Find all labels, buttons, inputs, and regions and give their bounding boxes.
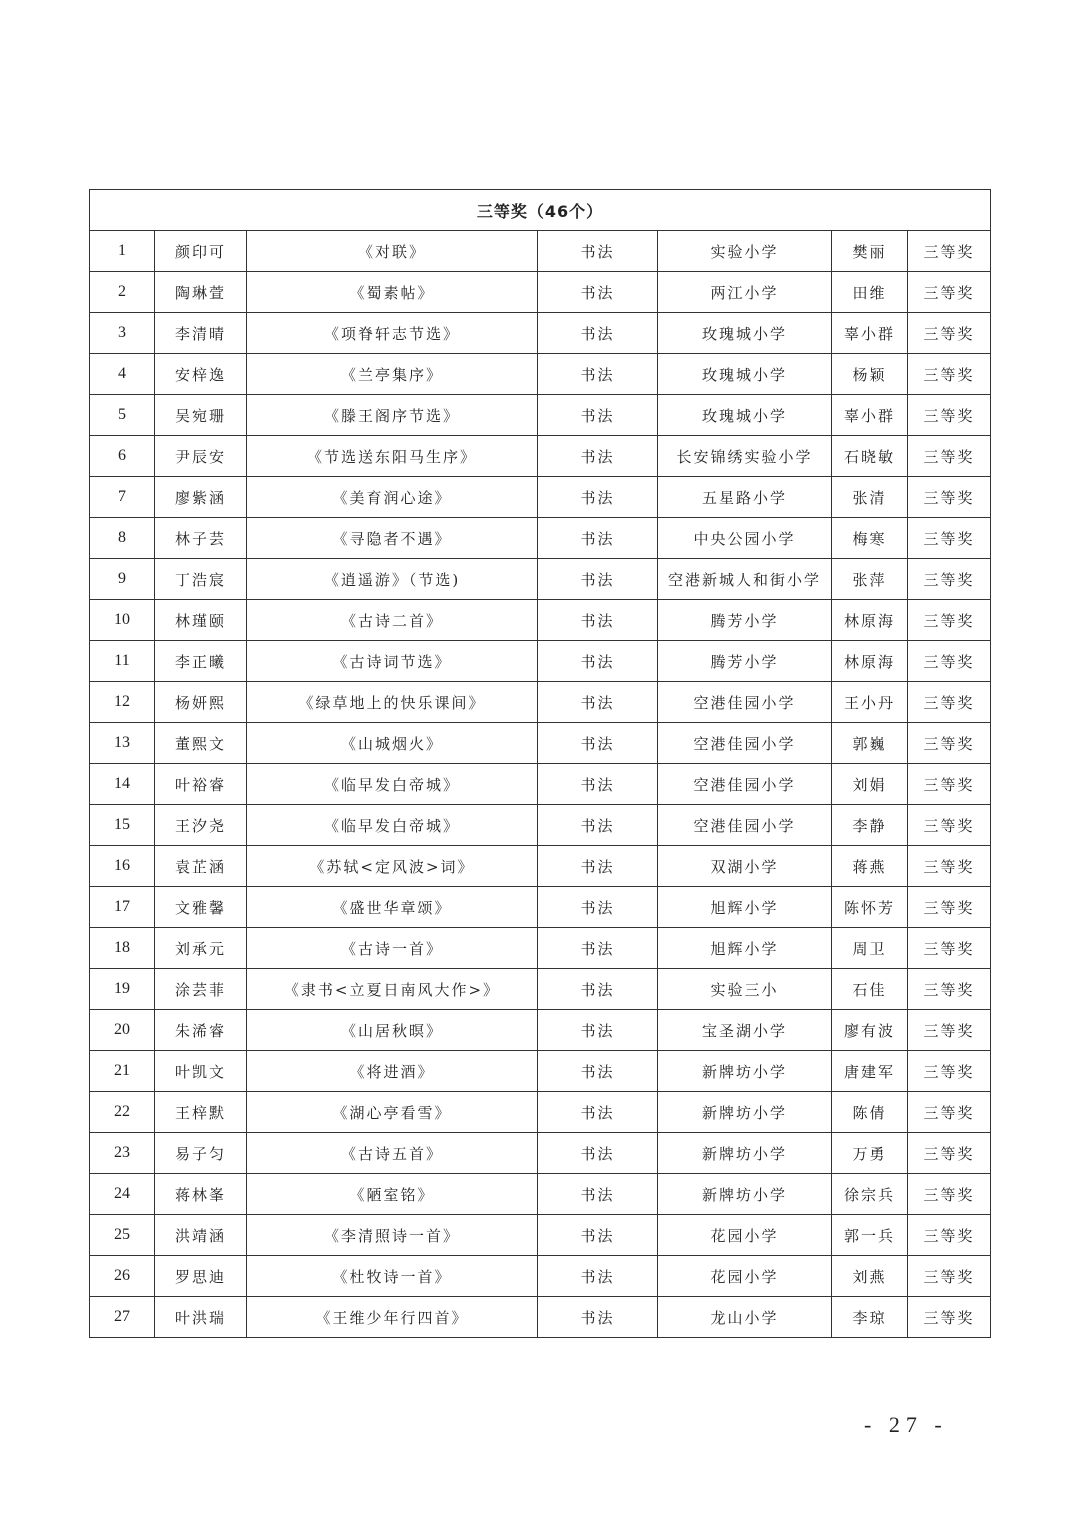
row-number: 5	[90, 395, 155, 436]
work-title: 《苏轼<定风波>词》	[247, 846, 538, 887]
work-title: 《古诗二首》	[247, 600, 538, 641]
work-title: 《对联》	[247, 231, 538, 272]
award-level: 三等奖	[908, 846, 991, 887]
table-row	[90, 395, 991, 436]
student-name: 林子芸	[155, 518, 247, 559]
award-level: 三等奖	[908, 1051, 991, 1092]
school: 花园小学	[658, 1215, 832, 1256]
category: 书法	[538, 1092, 658, 1133]
teacher: 辜小群	[832, 395, 908, 436]
row-number: 25	[90, 1215, 155, 1256]
table-row	[90, 928, 991, 969]
category: 书法	[538, 395, 658, 436]
award-level: 三等奖	[908, 1297, 991, 1338]
school: 花园小学	[658, 1256, 832, 1297]
table-row	[90, 477, 991, 518]
teacher: 廖有波	[832, 1010, 908, 1051]
category: 书法	[538, 1297, 658, 1338]
student-name: 文雅馨	[155, 887, 247, 928]
award-level: 三等奖	[908, 805, 991, 846]
category: 书法	[538, 231, 658, 272]
student-name: 尹辰安	[155, 436, 247, 477]
teacher: 张萍	[832, 559, 908, 600]
teacher: 周卫	[832, 928, 908, 969]
teacher: 李琼	[832, 1297, 908, 1338]
teacher: 陈怀芳	[832, 887, 908, 928]
award-level: 三等奖	[908, 272, 991, 313]
school: 新牌坊小学	[658, 1092, 832, 1133]
teacher: 李静	[832, 805, 908, 846]
row-number: 16	[90, 846, 155, 887]
school: 空港佳园小学	[658, 764, 832, 805]
row-number: 15	[90, 805, 155, 846]
table-row	[90, 805, 991, 846]
school: 空港佳园小学	[658, 805, 832, 846]
award-level: 三等奖	[908, 600, 991, 641]
table-row	[90, 1174, 991, 1215]
student-name: 王梓默	[155, 1092, 247, 1133]
school: 旭辉小学	[658, 887, 832, 928]
category: 书法	[538, 436, 658, 477]
work-title: 《隶书<立夏日南风大作>》	[247, 969, 538, 1010]
teacher: 辜小群	[832, 313, 908, 354]
school: 实验三小	[658, 969, 832, 1010]
school: 长安锦绣实验小学	[658, 436, 832, 477]
table-row	[90, 600, 991, 641]
student-name: 罗思迪	[155, 1256, 247, 1297]
category: 书法	[538, 477, 658, 518]
student-name: 洪靖涵	[155, 1215, 247, 1256]
work-title: 《美育润心途》	[247, 477, 538, 518]
row-number: 17	[90, 887, 155, 928]
school: 新牌坊小学	[658, 1174, 832, 1215]
award-level: 三等奖	[908, 313, 991, 354]
student-name: 吴宛珊	[155, 395, 247, 436]
table-row	[90, 559, 991, 600]
category: 书法	[538, 805, 658, 846]
row-number: 23	[90, 1133, 155, 1174]
category: 书法	[538, 1215, 658, 1256]
table-title: 三等奖（46个）	[90, 190, 991, 231]
category: 书法	[538, 1256, 658, 1297]
category: 书法	[538, 518, 658, 559]
category: 书法	[538, 1133, 658, 1174]
award-level: 三等奖	[908, 1215, 991, 1256]
teacher: 陈倩	[832, 1092, 908, 1133]
teacher: 梅寒	[832, 518, 908, 559]
row-number: 12	[90, 682, 155, 723]
teacher: 田维	[832, 272, 908, 313]
row-number: 19	[90, 969, 155, 1010]
student-name: 蒋林峯	[155, 1174, 247, 1215]
school: 腾芳小学	[658, 641, 832, 682]
category: 书法	[538, 1051, 658, 1092]
category: 书法	[538, 272, 658, 313]
work-title: 《将进酒》	[247, 1051, 538, 1092]
work-title: 《湖心亭看雪》	[247, 1092, 538, 1133]
student-name: 袁芷涵	[155, 846, 247, 887]
award-level: 三等奖	[908, 354, 991, 395]
teacher: 石佳	[832, 969, 908, 1010]
table-row	[90, 1051, 991, 1092]
teacher: 樊丽	[832, 231, 908, 272]
title-row	[90, 190, 991, 231]
work-title: 《项脊轩志节选》	[247, 313, 538, 354]
table-row	[90, 723, 991, 764]
table-row	[90, 887, 991, 928]
school: 中央公园小学	[658, 518, 832, 559]
row-number: 4	[90, 354, 155, 395]
award-level: 三等奖	[908, 395, 991, 436]
award-level: 三等奖	[908, 928, 991, 969]
category: 书法	[538, 928, 658, 969]
school: 玫瑰城小学	[658, 313, 832, 354]
work-title: 《临早发白帝城》	[247, 805, 538, 846]
school: 新牌坊小学	[658, 1051, 832, 1092]
school: 玫瑰城小学	[658, 395, 832, 436]
table-row	[90, 1256, 991, 1297]
teacher: 林原海	[832, 600, 908, 641]
award-table-body	[90, 190, 991, 1338]
category: 书法	[538, 1174, 658, 1215]
school: 双湖小学	[658, 846, 832, 887]
table-row	[90, 682, 991, 723]
row-number: 1	[90, 231, 155, 272]
row-number: 2	[90, 272, 155, 313]
student-name: 叶凯文	[155, 1051, 247, 1092]
row-number: 6	[90, 436, 155, 477]
category: 书法	[538, 559, 658, 600]
category: 书法	[538, 600, 658, 641]
row-number: 13	[90, 723, 155, 764]
work-title: 《兰亭集序》	[247, 354, 538, 395]
category: 书法	[538, 641, 658, 682]
work-title: 《李清照诗一首》	[247, 1215, 538, 1256]
table-row	[90, 436, 991, 477]
student-name: 杨妍熙	[155, 682, 247, 723]
table-row	[90, 764, 991, 805]
school: 龙山小学	[658, 1297, 832, 1338]
school: 新牌坊小学	[658, 1133, 832, 1174]
teacher: 徐宗兵	[832, 1174, 908, 1215]
category: 书法	[538, 1010, 658, 1051]
award-level: 三等奖	[908, 559, 991, 600]
row-number: 22	[90, 1092, 155, 1133]
school: 空港新城人和街小学	[658, 559, 832, 600]
award-level: 三等奖	[908, 231, 991, 272]
category: 书法	[538, 313, 658, 354]
award-level: 三等奖	[908, 436, 991, 477]
table-row	[90, 231, 991, 272]
table-row	[90, 313, 991, 354]
teacher: 刘燕	[832, 1256, 908, 1297]
award-level: 三等奖	[908, 1010, 991, 1051]
school: 宝圣湖小学	[658, 1010, 832, 1051]
teacher: 石晓敏	[832, 436, 908, 477]
work-title: 《古诗一首》	[247, 928, 538, 969]
table-row	[90, 846, 991, 887]
school: 腾芳小学	[658, 600, 832, 641]
row-number: 3	[90, 313, 155, 354]
award-level: 三等奖	[908, 682, 991, 723]
table-row	[90, 969, 991, 1010]
award-level: 三等奖	[908, 764, 991, 805]
school: 玫瑰城小学	[658, 354, 832, 395]
category: 书法	[538, 846, 658, 887]
award-level: 三等奖	[908, 723, 991, 764]
category: 书法	[538, 887, 658, 928]
student-name: 易子匀	[155, 1133, 247, 1174]
work-title: 《蜀素帖》	[247, 272, 538, 313]
table-row	[90, 354, 991, 395]
teacher: 王小丹	[832, 682, 908, 723]
work-title: 《山居秋暝》	[247, 1010, 538, 1051]
category: 书法	[538, 764, 658, 805]
student-name: 林瑾颐	[155, 600, 247, 641]
school: 空港佳园小学	[658, 723, 832, 764]
row-number: 18	[90, 928, 155, 969]
row-number: 9	[90, 559, 155, 600]
school: 空港佳园小学	[658, 682, 832, 723]
award-level: 三等奖	[908, 969, 991, 1010]
student-name: 李清晴	[155, 313, 247, 354]
row-number: 14	[90, 764, 155, 805]
work-title: 《寻隐者不遇》	[247, 518, 538, 559]
row-number: 24	[90, 1174, 155, 1215]
award-level: 三等奖	[908, 1256, 991, 1297]
student-name: 涂芸菲	[155, 969, 247, 1010]
page-number: - 27 -	[864, 1412, 948, 1437]
work-title: 《绿草地上的快乐课间》	[247, 682, 538, 723]
award-table	[89, 189, 991, 1338]
award-level: 三等奖	[908, 518, 991, 559]
table-row	[90, 1297, 991, 1338]
category: 书法	[538, 354, 658, 395]
award-level: 三等奖	[908, 477, 991, 518]
student-name: 丁浩宸	[155, 559, 247, 600]
work-title: 《陋室铭》	[247, 1174, 538, 1215]
row-number: 27	[90, 1297, 155, 1338]
table-row	[90, 1010, 991, 1051]
student-name: 董熙文	[155, 723, 247, 764]
teacher: 杨颖	[832, 354, 908, 395]
work-title: 《临早发白帝城》	[247, 764, 538, 805]
school: 旭辉小学	[658, 928, 832, 969]
table-row	[90, 1215, 991, 1256]
row-number: 11	[90, 641, 155, 682]
row-number: 10	[90, 600, 155, 641]
school: 五星路小学	[658, 477, 832, 518]
teacher: 唐建军	[832, 1051, 908, 1092]
student-name: 廖紫涵	[155, 477, 247, 518]
student-name: 李正曦	[155, 641, 247, 682]
student-name: 安梓逸	[155, 354, 247, 395]
work-title: 《盛世华章颂》	[247, 887, 538, 928]
row-number: 7	[90, 477, 155, 518]
student-name: 叶洪瑞	[155, 1297, 247, 1338]
teacher: 万勇	[832, 1133, 908, 1174]
table-row	[90, 1092, 991, 1133]
student-name: 王汐尧	[155, 805, 247, 846]
work-title: 《杜牧诗一首》	[247, 1256, 538, 1297]
work-title: 《古诗词节选》	[247, 641, 538, 682]
row-number: 21	[90, 1051, 155, 1092]
student-name: 刘承元	[155, 928, 247, 969]
work-title: 《滕王阁序节选》	[247, 395, 538, 436]
row-number: 8	[90, 518, 155, 559]
row-number: 20	[90, 1010, 155, 1051]
teacher: 林原海	[832, 641, 908, 682]
school: 两江小学	[658, 272, 832, 313]
award-level: 三等奖	[908, 887, 991, 928]
student-name: 颜印可	[155, 231, 247, 272]
student-name: 朱浠睿	[155, 1010, 247, 1051]
teacher: 张清	[832, 477, 908, 518]
category: 书法	[538, 969, 658, 1010]
work-title: 《古诗五首》	[247, 1133, 538, 1174]
work-title: 《节选送东阳马生序》	[247, 436, 538, 477]
category: 书法	[538, 723, 658, 764]
work-title: 《王维少年行四首》	[247, 1297, 538, 1338]
category: 书法	[538, 682, 658, 723]
work-title: 《山城烟火》	[247, 723, 538, 764]
work-title: 《逍遥游》（节选)	[247, 559, 538, 600]
student-name: 叶裕睿	[155, 764, 247, 805]
row-number: 26	[90, 1256, 155, 1297]
teacher: 蒋燕	[832, 846, 908, 887]
award-level: 三等奖	[908, 1133, 991, 1174]
teacher: 郭巍	[832, 723, 908, 764]
table-row	[90, 518, 991, 559]
student-name: 陶琳萱	[155, 272, 247, 313]
table-row	[90, 641, 991, 682]
award-level: 三等奖	[908, 1174, 991, 1215]
teacher: 刘娟	[832, 764, 908, 805]
table-row	[90, 272, 991, 313]
award-level: 三等奖	[908, 1092, 991, 1133]
table-row	[90, 1133, 991, 1174]
teacher: 郭一兵	[832, 1215, 908, 1256]
award-level: 三等奖	[908, 641, 991, 682]
school: 实验小学	[658, 231, 832, 272]
